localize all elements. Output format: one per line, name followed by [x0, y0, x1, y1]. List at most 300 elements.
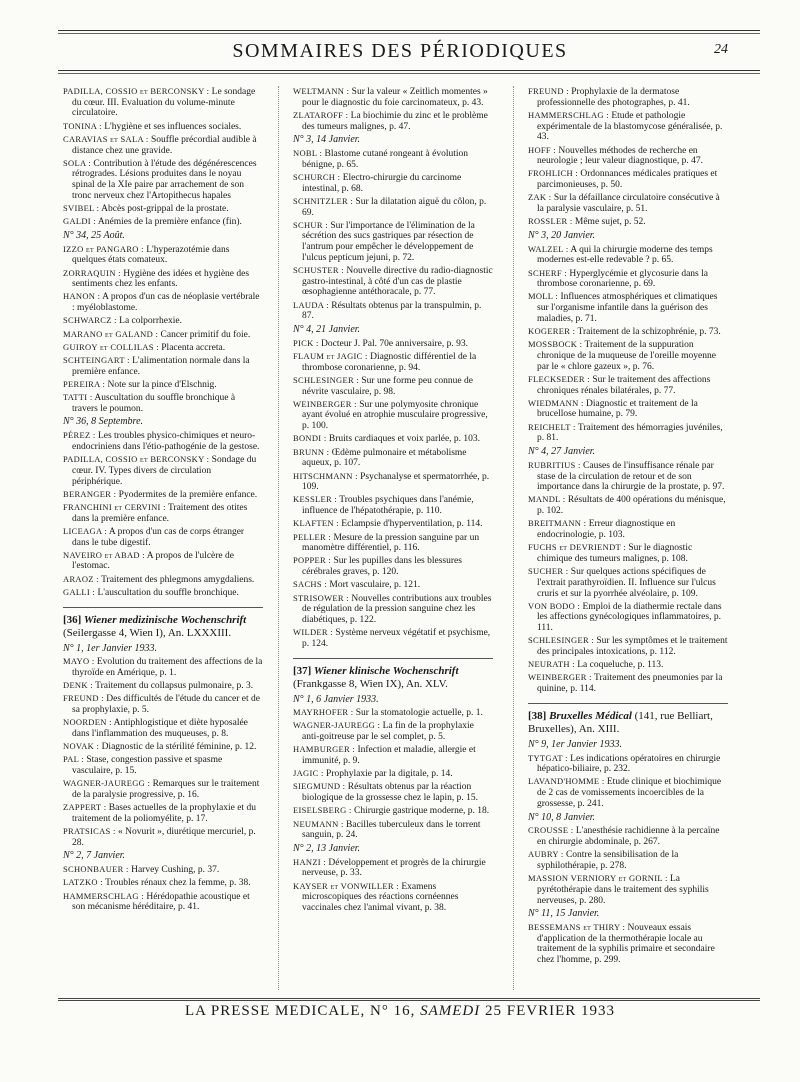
summary-entry [293, 744, 493, 766]
summary-entry [528, 291, 728, 324]
entry-author: MAYRHOFER : [293, 707, 354, 718]
entry-author: FREUND : [528, 86, 569, 96]
entry-author: GALLI : [63, 586, 96, 597]
entry-title: L'hygiène et ses influences sociales. [101, 121, 242, 132]
summary-entry [63, 502, 263, 524]
entry-title: Diagnostic de la stérilité féminine, p. 12. [99, 742, 257, 753]
issue-heading: N° 3, 14 Janvier. [293, 134, 361, 146]
summary-entry [528, 601, 728, 634]
journal-number: [36] [63, 613, 82, 626]
entry-title: Mort vasculaire, p. 121. [327, 580, 421, 591]
entry-list [63, 244, 263, 415]
summary-entry [63, 86, 263, 119]
summary-entry [293, 555, 493, 577]
entry-author: CROUSSE : [528, 825, 574, 836]
entry-title: Bases actuelles de la prophylaxie et du traitement de la poliomyélite, p. 17. [72, 803, 256, 824]
entry-title: Troubles psychiques dans l'anémie, influence de l'hépatothérapie, p. 110. [302, 495, 474, 517]
summary-entry [63, 355, 263, 377]
summary-entry [293, 579, 493, 591]
page-title: SOMMAIRES DES PÉRIODIQUES [232, 40, 568, 62]
journal-info: (141, rue Belliart, Bruxelles), An. XIII. [528, 709, 713, 735]
summary-entry [528, 326, 728, 338]
entry-author: WELTMANN : [293, 86, 350, 96]
summary-entry [293, 375, 493, 397]
summary-entry [63, 778, 263, 800]
entry-author: BERANGER : [63, 488, 117, 499]
entry-list [293, 338, 493, 650]
summary-entry [63, 268, 263, 290]
entry-author: ROSSLER : [528, 216, 573, 227]
summary-entry [293, 720, 493, 742]
entry-author: LAVAND'HOMME : [528, 776, 605, 787]
summary-entry [528, 542, 728, 564]
entry-author: MOLL : [528, 291, 559, 302]
issue-heading: N° 11, 15 Janvier. [528, 908, 600, 920]
entry-title: A propos d'un cas de néoplasie vertébrale : myéloblastome. [72, 292, 260, 314]
summary-entry [63, 550, 263, 572]
entry-title: Etude clinique et biochimique de 2 cas de vomissements incoercibles de la grossesse, p. 241. [537, 777, 722, 809]
entry-author: WALZEL : [528, 243, 569, 254]
entry-title: Eclampsie d'hyperventilation, p. 114. [338, 519, 483, 530]
summary-entry [528, 422, 728, 444]
entry-title: Œdème pulmonaire et métabolisme aqueux, p. 107. [302, 447, 467, 469]
entry-author: KAYSER et VONWILLER : [293, 880, 399, 891]
entry-author: GUIROY et COLLILAS : [63, 341, 159, 352]
summary-entry [63, 392, 263, 414]
summary-entry [63, 291, 263, 313]
summary-entry [63, 693, 263, 715]
entry-author: ZORRAQUIN : [63, 267, 121, 278]
entry-title: La fin de la prophylaxie anti-goitreuse par le sel complet, p. 5. [302, 721, 474, 743]
issue-heading: N° 1, 1er Janvier 1933. [63, 642, 157, 654]
summary-entry [293, 433, 493, 445]
entry-title: Contribution à l'étude des dégénérescences rétrogrades. Lésions produites dans le noyau spinal de la XIe paire par arrachement de son tronc nerveux chez l'Artopithecus hapales [72, 158, 257, 201]
summary-entry [293, 196, 493, 218]
entry-author: HAMBURGER : [293, 744, 356, 755]
summary-entry [528, 873, 728, 906]
entry-author: PADILLA, COSSIO et BERCONSKY : [63, 454, 210, 465]
entry-list [63, 864, 263, 913]
summary-entry [528, 460, 728, 493]
entry-title: Blastome cutané rongeant à évolution bénigne, p. 65. [302, 149, 469, 170]
summary-entry [293, 857, 493, 879]
page-number: 24 [714, 42, 728, 57]
issue-heading: N° 36, 8 Septembre. [63, 416, 144, 428]
entry-title: Troubles rénaux chez la femme, p. 38. [102, 878, 251, 889]
summary-entry [528, 339, 728, 372]
entry-list [293, 86, 493, 132]
entry-title: Résultats obtenus par la réaction biologique de la grossesse chez le lapin, p. 15. [302, 782, 478, 804]
header-rule-bottom [58, 70, 760, 71]
entry-title: Sur l'importance de l'élimination de la sécrétion des sucs gastriques par résection de l'antrum pour empêcher le développement de l'ulcus pepticum jejuni, p. 72. [302, 220, 475, 263]
entry-title: Infection et maladie, allergie et immunité, p. 9. [302, 745, 476, 767]
entry-title: Sur une polymyosite chronique ayant évolué en atrophie musculaire progressive, p. 100. [302, 399, 488, 432]
issue-heading: N° 2, 7 Janvier. [63, 850, 126, 862]
entry-author: HANZI : [293, 856, 327, 867]
entry-title: Remarques sur le traitement de la paralysie progressive, p. 16. [72, 779, 260, 800]
summary-entry [528, 776, 728, 809]
entry-author: SACHS : [293, 579, 327, 590]
entry-author: KLAFTEN : [293, 518, 339, 529]
journal-name: Bruxelles Médical [546, 709, 632, 722]
entry-title: Etude et pathologie expérimentale de la blastomycose généralisée, p. 43. [537, 110, 723, 143]
entry-title: Même sujet, p. 52. [572, 217, 646, 228]
entry-title: Nouvelle directive du radio-diagnostic gastro-intestinal, à côté d'un cas de plastie œsophagienne antéthoracale, p. 77. [302, 266, 493, 298]
entry-author: FLAUM et JAGIC : [293, 350, 368, 361]
entry-title: Mesure de la pression sanguine par un manomètre différentiel, p. 116. [302, 532, 480, 554]
entry-title: Erreur diagnostique en endocrinologie, p. 103. [537, 519, 676, 541]
entry-author: PÉREZ : [63, 430, 96, 441]
entry-title: Traitement des otites dans la première enfance. [72, 502, 248, 524]
entry-title: La coqueluche, p. 113. [574, 660, 664, 671]
entry-title: Sur la stomatologie actuelle, p. 1. [353, 708, 483, 719]
summary-entry [63, 526, 263, 548]
entry-author: SCHUR : [293, 219, 328, 230]
entry-title: Diagnostic et traitement de la brucellose humaine, p. 79. [537, 398, 698, 420]
entry-author: HAMMERSCHLAG : [63, 890, 144, 901]
entry-author: PELLER : [293, 531, 332, 542]
entry-author: JAGIC : [293, 768, 324, 779]
entry-title: L'auscultation du souffle bronchique. [95, 587, 239, 598]
entry-list [293, 707, 493, 841]
summary-entry [63, 680, 263, 692]
entry-list [528, 825, 728, 906]
entry-author: MASSION VERNIORY et GORNIL : [528, 873, 668, 884]
entry-title: Développement et progrès de la chirurgie nerveuse, p. 33. [302, 857, 486, 879]
entry-author: DENK : [63, 680, 93, 691]
entry-title: Influences atmosphériques et climatiques sur l'organisme infantile dans la guérison des maladies, p. 71. [537, 292, 718, 324]
entry-author: BONDI : [293, 433, 327, 444]
entry-list [293, 148, 493, 322]
issue-heading: N° 10, 8 Janvier. [528, 811, 596, 823]
summary-entry [293, 805, 493, 817]
entry-title: L'anesthésie rachidienne à la percaïne en chirurgie abdominale, p. 267. [537, 826, 720, 847]
issue-heading: N° 3, 20 Janvier. [528, 229, 596, 241]
entry-author: STRISOWER : [293, 592, 349, 603]
entry-author: SCHERF : [528, 267, 568, 278]
entry-author: SCHLESINGER : [528, 635, 595, 646]
summary-entry [63, 891, 263, 913]
entry-author: KOGERER : [528, 326, 576, 337]
entry-author: SOLA : [63, 157, 92, 168]
entry-author: ZAK : [528, 192, 552, 203]
entry-title: Note sur la pince d'Elschnig. [105, 379, 217, 390]
summary-entry [528, 398, 728, 420]
entry-author: ZAPPERT : [63, 802, 107, 813]
summary-entry [293, 768, 493, 780]
summary-entry [528, 110, 728, 143]
entry-title: Traitement des phlegmons amygdaliens. [98, 574, 255, 585]
summary-entry [63, 379, 263, 391]
entry-title: Harvey Cushing, p. 37. [128, 865, 220, 876]
summary-entry [63, 717, 263, 739]
summary-entry [293, 819, 493, 841]
summary-entry [528, 86, 728, 108]
entry-title: Ordonnances médicales pratiques et parcimonieuses, p. 50. [537, 169, 718, 191]
summary-entry [293, 172, 493, 194]
entry-title: Le sondage du cœur. III. Evaluation du volume-minute circulatoire. [72, 87, 256, 119]
entry-author: HAMMERSCHLAG : [528, 109, 609, 120]
entry-title: Placenta accreta. [158, 342, 226, 353]
entry-title: A qui la chirurgie moderne des temps modernes est-elle redevable ? p. 65. [537, 244, 713, 266]
summary-entry [528, 635, 728, 657]
entry-title: Prophylaxie de la dermatose professionnelle des photographes, p. 41. [537, 87, 690, 108]
column-3 [528, 86, 728, 967]
entry-author: TATTI : [63, 392, 93, 403]
entry-author: NEUMANN : [293, 818, 344, 829]
entry-title: Cancer primitif du foie. [158, 329, 251, 340]
issue-heading: N° 9, 1er Janvier 1933. [528, 738, 622, 750]
entry-title: Chirurgie gastrique moderne, p. 18. [351, 806, 490, 817]
entry-list [528, 922, 728, 966]
entry-title: Examens microscopiques des réactions cornéennes vaccinales chez l'animal vivant, p. 38. [302, 881, 459, 913]
entry-author: ARAOZ : [63, 573, 99, 584]
summary-entry [63, 329, 263, 341]
entry-title: Traitement de la suppuration chronique de la muqueuse de l'oreille moyenne par le « chlore gazeux », p. 76. [537, 340, 716, 372]
summary-entry [528, 566, 728, 599]
summary-entry [63, 877, 263, 889]
entry-author: FRANCHINI et CERVINI : [63, 501, 166, 512]
summary-entry [293, 471, 493, 493]
entry-title: Sur quelques actions spécifiques de l'extrait parathyroïdien. II. Influence sur l'ulcus cruris et sur la pyorrhée alvéolaire, p. 109. [537, 567, 716, 599]
entry-author: PAL : [63, 754, 84, 765]
entry-list [63, 430, 263, 598]
summary-entry [293, 148, 493, 170]
entry-author: BREITMANN : [528, 518, 587, 529]
column-separator [513, 86, 514, 990]
page-footer [0, 1003, 800, 1020]
journal-name: Wiener klinische Wochenschrift [311, 664, 459, 677]
summary-entry [63, 802, 263, 824]
entry-author: GALDI : [63, 216, 97, 227]
section-divider [63, 607, 263, 608]
summary-entry [293, 447, 493, 469]
journal-name: Wiener medizinische Wochenschrift [81, 613, 247, 626]
entry-author: HOFF : [528, 144, 557, 155]
summary-entry [293, 881, 493, 914]
entry-author: PADILLA, COSSIO et BERCONSKY : [63, 86, 210, 96]
journal-number: [38] [528, 709, 547, 722]
entry-author: AUBRY : [528, 849, 564, 860]
summary-entry [528, 494, 728, 516]
entry-author: SCHONBAUER : [63, 864, 129, 875]
entry-author: POPPER : [293, 555, 332, 566]
summary-entry [528, 145, 728, 167]
entry-author: HITSCHMANN : [293, 470, 358, 481]
entry-author: MOSSBOCK : [528, 339, 583, 350]
entry-title: Antiphlogistique et diète hyposalée dans l'inflammation des muqueuses, p. 8. [72, 718, 248, 739]
entry-title: Bruits cardiaques et voix parlée, p. 103. [326, 434, 481, 445]
summary-entry [293, 110, 493, 132]
entry-title: Sur le diagnostic chimique des tumeurs malignes, p. 108. [537, 543, 693, 564]
entry-title: La colporrhexie. [116, 316, 182, 327]
summary-entry [63, 454, 263, 487]
entry-author: WEINBERGER : [528, 672, 592, 683]
summary-entry [63, 587, 263, 599]
entry-title: Abcès post-grippal de la prostate. [99, 204, 229, 215]
entry-list [528, 753, 728, 810]
summary-entry [63, 244, 263, 266]
summary-entry [293, 265, 493, 298]
summary-entry [528, 244, 728, 266]
summary-entry [528, 672, 728, 694]
entry-list [63, 656, 263, 848]
entry-author: WAGNER-JAUREGG : [293, 720, 381, 731]
entry-title: Traitement de la schizophrénie, p. 73. [575, 327, 721, 338]
entry-title: L'hyperazotémie dans quelques états comateux. [72, 244, 230, 266]
column-separator [278, 86, 279, 990]
summary-entry [528, 922, 728, 966]
entry-title: Résultats de 400 opérations du ménisque, p. 102. [537, 495, 726, 517]
header-rule-bottom-thin [58, 73, 760, 74]
entry-author: CARAVIAS et SALA : [63, 133, 149, 144]
journal-info: (Frankgasse 8, Wien IX), An. XLV. [293, 677, 448, 690]
entry-author: NOORDEN : [63, 717, 112, 728]
entry-title: Causes de l'insuffisance rénale par stase de la circulation de retour et de son importance dans la chirurgie de la prostate, p. 97. [537, 460, 725, 493]
summary-entry [293, 338, 493, 350]
entry-title: Hérédopathie acoustique et son mécanisme héréditaire, p. 41. [72, 891, 250, 913]
entry-title: La pyrétothérapie dans le traitement des syphilis nerveuses, p. 280. [537, 874, 709, 906]
entry-author: SCHUSTER : [293, 265, 344, 276]
entry-title: Diagnostic différentiel de la thrombose coronarienne, p. 94. [302, 351, 477, 373]
summary-entry [293, 399, 493, 432]
entry-author: WEINBERGER : [293, 398, 357, 409]
entry-author: IZZO et PANGARO : [63, 243, 144, 254]
issue-heading: N° 4, 21 Janvier. [293, 324, 361, 336]
summary-entry [63, 574, 263, 586]
summary-entry [63, 826, 263, 848]
entry-author: NEURATH : [528, 659, 575, 670]
footer-date: 25 FEVRIER 1933 [480, 1003, 616, 1019]
summary-entry [293, 86, 493, 108]
summary-entry [528, 753, 728, 775]
entry-title: Traitement des pneumonies par la quinine, p. 114. [537, 673, 723, 695]
entry-author: WIEDMANN : [528, 397, 584, 408]
entry-author: TONINA : [63, 120, 102, 131]
entry-title: Système nerveux végétatif et psychisme, p. 124. [302, 628, 491, 649]
entry-title: Sur la défaillance circulatoire consécutive à la paralysie vasculaire, p. 51. [537, 193, 720, 215]
entry-author: VON BODO : [528, 600, 581, 611]
journal-info: (Seilergasse 4, Wien I), An. LXXXIII. [63, 626, 232, 639]
summary-entry [293, 781, 493, 803]
column-2 [293, 86, 493, 915]
summary-entry [528, 849, 728, 871]
entry-title: Nouveaux essais d'application de la thermothérapie locale au traitement de la syphilis primaire et secondaire chez l'homme, p. 299. [537, 922, 715, 966]
entry-title: Anémies de la première enfance (fin). [96, 217, 242, 228]
entry-title: Emploi de la diathermie rectale dans les affections gynécologiques inflammatoires, p. 111. [537, 601, 722, 634]
entry-author: WAGNER-JAUREGG : [63, 778, 151, 789]
entry-title: Auscultation du souffle bronchique à travers le poumon. [72, 393, 236, 414]
summary-entry [63, 864, 263, 876]
header-rule-top [58, 30, 760, 31]
entry-title: Prophylaxie par la digitale, p. 14. [323, 769, 453, 780]
entry-title: Les indications opératoires en chirurgie hépatico-biliaire, p. 232. [537, 753, 721, 775]
section-divider [293, 658, 493, 659]
entry-author: LATZKO : [63, 877, 103, 888]
entry-author: MARANO et GALAND : [63, 328, 159, 339]
entry-author: NOVAK : [63, 741, 100, 752]
summary-entry [293, 532, 493, 554]
entry-author: PEREIRA : [63, 378, 106, 389]
header-rule-top-thin [58, 33, 760, 34]
entry-author: LAUDA : [293, 299, 329, 310]
entry-author: HANON : [63, 291, 101, 302]
summary-entry [293, 627, 493, 649]
summary-entry [63, 342, 263, 354]
summary-entry [63, 121, 263, 133]
entry-author: SVIBEL : [63, 203, 100, 214]
entry-title: La biochimie du zinc et le problème des tumeurs malignes, p. 47. [302, 110, 488, 132]
entry-title: Sur le traitement des affections chroniques rénales bilatérales, p. 77. [537, 374, 711, 396]
column-1 [63, 86, 263, 915]
summary-entry [528, 825, 728, 847]
entry-title: Nouvelles contributions aux troubles de régulation de la pression sanguine chez les diabétiques, p. 122. [302, 593, 492, 625]
entry-title: Traitement des hémorragies juvéniles, p. 81. [537, 422, 723, 444]
entry-title: Résultats obtenus par la transpulmin, p. 87. [302, 300, 482, 322]
summary-entry [528, 192, 728, 214]
entry-title: Contre la sensibilisation de la syphilothérapie, p. 278. [537, 850, 679, 871]
entry-title: Pyodermites de la première enfance. [116, 489, 258, 500]
summary-entry [63, 158, 263, 202]
summary-entry [63, 656, 263, 678]
entry-author: BRUNN : [293, 446, 330, 457]
entry-author: SCHTEINGART : [63, 354, 130, 365]
entry-title: « Novurit », diurétique mercuriel, p. 28. [72, 827, 256, 848]
entry-author: FLECKSEDER : [528, 373, 590, 384]
entry-title: Docteur J. Pal. 70e anniversaire, p. 93. [318, 338, 468, 349]
entry-author: SCHLESINGER : [293, 374, 360, 385]
entry-author: TYTGAT : [528, 752, 568, 763]
entry-title: Sondage du cœur. IV. Types divers de circulation périphérique. [72, 455, 257, 487]
summary-entry [63, 216, 263, 228]
entry-title: Les troubles physico-chimiques et neuro-endocriniens dans l'étio-pathogénie de la gestose. [72, 431, 260, 452]
entry-author: REICHELT : [528, 421, 576, 432]
entry-author: FROHLICH : [528, 168, 578, 179]
entry-author: LICEAGA : [63, 525, 108, 536]
summary-entry [63, 203, 263, 215]
issue-heading: N° 34, 25 Août. [63, 229, 125, 241]
journal-heading [63, 614, 263, 640]
summary-entry [293, 351, 493, 373]
entry-title: Electro-chirurgie du carcinome intestinal, p. 68. [302, 172, 462, 194]
entry-author: RUBRITIUS : [528, 459, 581, 470]
summary-entry [293, 518, 493, 530]
entry-title: Sur la dilatation aiguë du côlon, p. 69. [302, 196, 487, 218]
journal-number: [37] [293, 664, 312, 677]
entry-title: Sur la valeur « Zeitlich momentes » pour le diagnostic du foie carcinomateux, p. 43. [302, 87, 488, 108]
entry-author: MAYO : [63, 656, 95, 667]
section-divider [528, 703, 728, 704]
entry-title: L'alimentation normale dans la première enfance. [72, 355, 250, 377]
entry-title: Evolution du traitement des affections de la thyroïde en Amérique, p. 1. [72, 657, 263, 678]
entry-author: SCHWARCZ : [63, 315, 117, 326]
entry-title: Traitement du collapsus pulmonaire, p. 3. [92, 681, 254, 692]
summary-entry [528, 374, 728, 396]
journal-heading [293, 665, 493, 691]
entry-list [528, 86, 728, 228]
entry-list [528, 244, 728, 444]
issue-heading: N° 1, 6 Janvier 1933. [293, 693, 379, 705]
summary-entry [293, 300, 493, 322]
entry-title: Bacilles tuberculeux dans le torrent sanguin, p. 24. [302, 819, 481, 841]
summary-entry [528, 216, 728, 228]
footer-journal: LA PRESSE MEDICALE, N° 16, [184, 1003, 421, 1019]
footer-day: SAMEDI [420, 1003, 481, 1019]
entry-author: SCHNITZLER : [293, 195, 354, 206]
issue-heading: N° 2, 13 Janvier. [293, 842, 361, 854]
entry-author: EISELSBERG : [293, 805, 352, 816]
entry-title: A propos de l'ulcère de l'estomac. [72, 550, 234, 572]
